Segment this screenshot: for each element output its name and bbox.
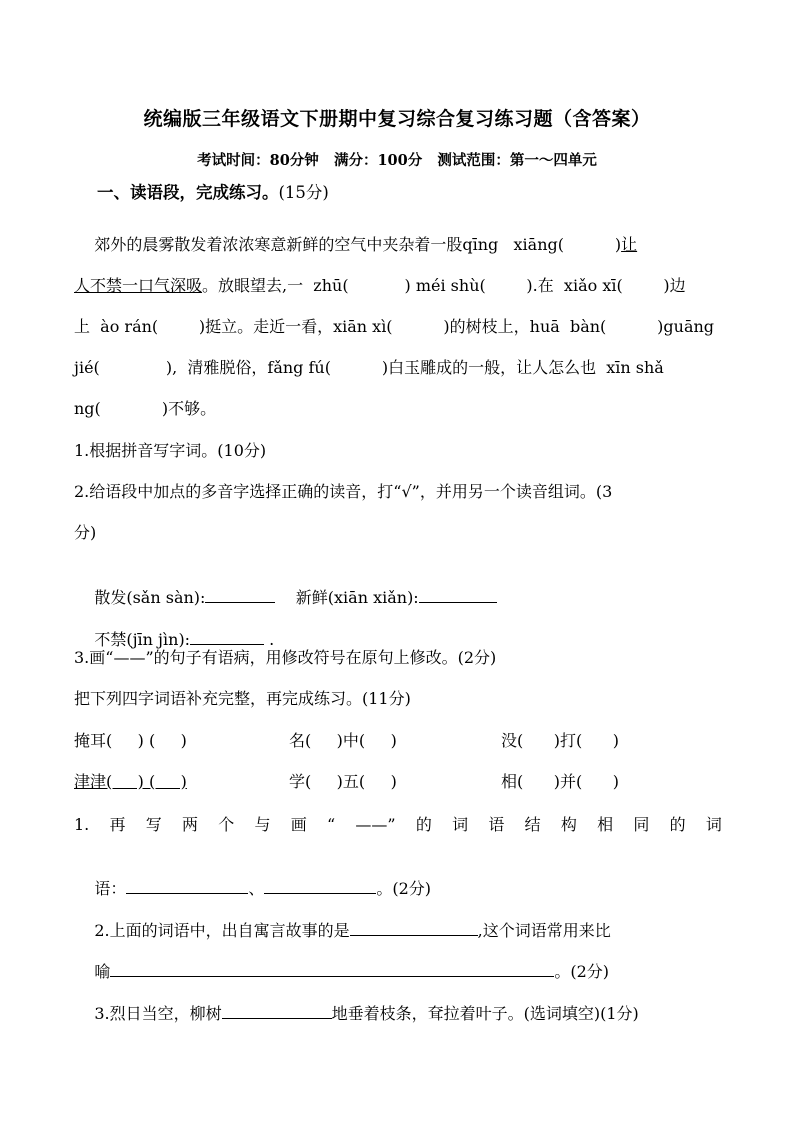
- answer-blank[interactable]: [126, 877, 248, 894]
- marked-sentence: 人不禁一口气深吸: [74, 276, 203, 295]
- idiom-3: 没( )打( ): [501, 731, 620, 750]
- question-1-2: 2.给语段中加点的多音字选择正确的读音，打“√”，并用另一个读音组词。(3: [74, 482, 613, 501]
- q-char: 写: [145, 815, 162, 834]
- exam-info: 考试时间：80分钟 满分：100分 测试范围：第一～四单元: [197, 152, 597, 169]
- points: 。(2分): [554, 962, 610, 981]
- row-end-mark: .: [264, 630, 275, 649]
- q-char: 个: [218, 815, 235, 834]
- section-1-heading: [74, 160, 329, 226]
- q-label: 喻: [94, 962, 111, 981]
- separator: 、: [248, 879, 265, 898]
- answer-blank[interactable]: [190, 628, 264, 645]
- idiom-2: 名( )中( ): [289, 731, 397, 750]
- idiom-4: 津津( ) ( ): [74, 772, 187, 791]
- section-2-intro: 把下列四字词语补充完整，再完成练习。(11分): [74, 689, 411, 708]
- q-char: 与: [254, 815, 271, 834]
- points: 。(2分): [376, 879, 432, 898]
- answer-blank[interactable]: [205, 586, 275, 603]
- q-char: 的: [415, 815, 432, 834]
- passage-line-2-text: 。放眼望去,一 zhū( ) méi shù( ).在 xiǎo xī( )边: [202, 276, 686, 295]
- passage-line-2: [74, 275, 686, 297]
- q-char: 的: [669, 815, 686, 834]
- q-label: 2.上面的词语中，出自寓言故事的是: [94, 921, 350, 940]
- q-char: 两: [182, 815, 199, 834]
- question-2-1: [74, 814, 722, 836]
- q-tail: ,这个词语常用来比: [477, 921, 611, 940]
- q-char: ——”: [355, 815, 396, 834]
- section-1-title: 一、读语段，完成练习。: [96, 183, 279, 202]
- question-2-3: [74, 980, 639, 1047]
- page-title: 统编版三年级语文下册期中复习综合复习练习题（含答案）: [143, 108, 651, 130]
- q-char: 构: [560, 815, 577, 834]
- idiom-1: 掩耳( ) ( ): [74, 731, 187, 750]
- idiom-6: 相( )并( ): [501, 772, 620, 791]
- q-tail: 地垂着枝条，耷拉着叶子。(选词填空)(1分): [331, 1004, 639, 1023]
- q-char: 结: [524, 815, 541, 834]
- q-char: 画: [290, 815, 307, 834]
- q-char: 相: [597, 815, 614, 834]
- q-char: 语: [488, 815, 505, 834]
- question-1-2-cont: 分): [74, 523, 97, 542]
- q-char: 再: [109, 815, 126, 834]
- q-char: 词: [705, 815, 722, 834]
- marked-sentence-start: 让: [621, 235, 638, 254]
- passage-line-4: jié( ), 清雅脱俗，fǎng fú( )白玉雕成的一般，让人怎么也 xīn shǎ: [74, 358, 664, 377]
- q-char: “: [327, 815, 336, 834]
- passage-line-5: ng( )不够。: [74, 399, 217, 418]
- question-1-3: 3.画“——”的句子有语病，用修改符号在原句上修改。(2分): [74, 648, 497, 667]
- idiom-5: 学( )五( ): [289, 772, 397, 791]
- passage-line-1-text: 郊外的晨雾散发着浓浓寒意新鲜的空气中夹杂着一股qīng xiāng( ): [74, 235, 622, 254]
- q-char: 词: [452, 815, 469, 834]
- passage-line-3: 上 ào rán( )挺立。走近一看，xiān xì( )的树枝上，huā bàn( )guāng: [74, 317, 715, 336]
- q-label: 3.烈日当空，柳树: [94, 1004, 222, 1023]
- answer-blank[interactable]: [264, 877, 376, 894]
- q-label: 语：: [94, 879, 127, 898]
- answer-blank[interactable]: [222, 1002, 332, 1019]
- question-1-1: 1.根据拼音写字词。(10分): [74, 441, 267, 460]
- section-1-points: (15分): [278, 183, 329, 202]
- q-char: 1.: [74, 815, 90, 834]
- answer-blank[interactable]: [110, 960, 554, 977]
- polyphone-bujin: 不禁(jīn jìn):: [94, 630, 191, 649]
- polyphone-sanfa: 散发(sǎn sàn):: [94, 588, 206, 607]
- answer-blank[interactable]: [419, 586, 497, 603]
- passage-line-1: [74, 234, 637, 256]
- answer-blank[interactable]: [350, 919, 478, 936]
- polyphone-xinxian: 新鲜(xiān xiǎn):: [295, 588, 419, 607]
- q-char: 同: [633, 815, 650, 834]
